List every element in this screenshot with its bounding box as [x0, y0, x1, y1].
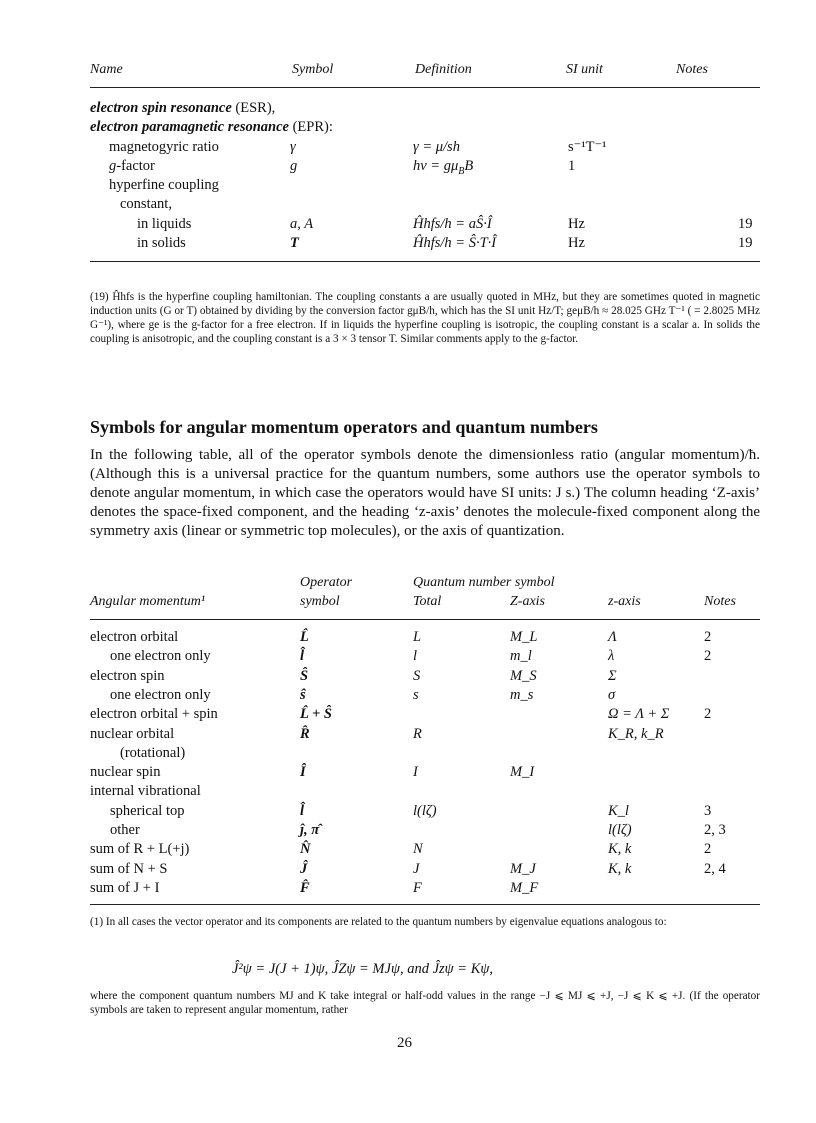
row-symbol: T — [290, 235, 299, 251]
table2-bottom-rule — [90, 904, 760, 905]
row-z-component: Ω = Λ + Σ — [608, 706, 670, 723]
row-total: R — [413, 725, 422, 742]
row-Z-component: M_S — [510, 667, 537, 684]
row-operator: Ŝ — [300, 667, 309, 684]
col-header-z-axis: z-axis — [608, 594, 641, 609]
row-Z-component: M_L — [510, 629, 538, 645]
row-operator: L̂ + Ŝ — [300, 706, 332, 723]
section-heading: Symbols for angular momentum operators and quantum numbers — [90, 417, 598, 437]
row-notes: 2 — [704, 841, 712, 858]
row-total: s — [413, 686, 419, 703]
footnote-19: (19) Ĥhfs is the hyperfine coupling hamiltonian. The coupling constants a are usually quoted in MHz, but they are sometimes quoted in magnetic induction units (G or T) obtained by dividing by the conversion factor gμB/h, which has the SI unit Hz/T; geμB/h ≈ 28.025 GHz T⁻¹ ( = 2.8025 MHz G⁻¹), where ge is the g-factor for a free electron. If in liquids the hyperfine coupling is isotropic, the coupling constant is a scalar a. In solids the coupling is anisotropic, and the coupling constant is a 3 × 3 tensor T. Similar comments apply to the g-factor. — [90, 291, 761, 345]
row-total: L — [413, 629, 422, 645]
row-Z-component: M_F — [510, 879, 539, 896]
row-unit: Hz — [568, 235, 585, 251]
row-z-component: l(lζ) — [608, 822, 632, 838]
row-name: sum of R + L(+j) — [90, 841, 190, 858]
col-header-si-unit: SI unit — [566, 62, 603, 77]
row-Z-component: m_l — [510, 648, 532, 665]
row-name: other — [110, 822, 140, 838]
row-notes: 2 — [704, 706, 712, 723]
row-definition: Ĥhfs/h = aŜ·Î — [413, 216, 492, 232]
row-symbol: g — [290, 158, 298, 174]
row-total: l — [413, 648, 418, 665]
row-notes: 3 — [704, 802, 712, 819]
footnote-1-equation: Ĵ²ψ = J(J + 1)ψ, ĴZψ = MJψ, and Ĵzψ = Kψ, — [232, 961, 493, 977]
row-z-component: K, k — [608, 860, 632, 877]
row-unit: Hz — [568, 216, 585, 232]
row-name: constant, — [120, 196, 172, 212]
row-notes: 2, 4 — [704, 860, 726, 877]
table1-bottom-rule — [90, 261, 760, 262]
row-name: sum of J + I — [90, 879, 160, 896]
row-z-component: K, k — [608, 841, 632, 858]
footnote-1-intro: (1) In all cases the vector operator and its components are related to the quantum numbers by eigenvalue equations analogous to: — [90, 916, 667, 928]
row-total: I — [413, 764, 418, 781]
row-name: electron orbital + spin — [90, 706, 218, 723]
col-header-angular-momentum: Angular momentum¹ — [90, 594, 206, 609]
col-header-definition: Definition — [415, 62, 472, 77]
row-z-component: Λ — [608, 629, 617, 645]
row-operator: Î — [300, 764, 306, 781]
col-header-symbol: Symbol — [292, 62, 334, 77]
row-z-component: K_l — [608, 802, 629, 819]
row-total: J — [413, 860, 420, 877]
row-name: magnetogyric ratio — [109, 139, 219, 155]
row-name: electron spin — [90, 667, 165, 684]
row-notes: 2 — [704, 629, 712, 645]
row-definition: γ = μ/sh — [413, 139, 460, 155]
row-name: (rotational) — [120, 744, 186, 761]
row-total: N — [413, 841, 423, 858]
col-header-total: Total — [413, 594, 442, 609]
row-name: internal vibrational — [90, 783, 201, 800]
col-header-notes: Notes — [704, 594, 736, 609]
row-notes: 2 — [704, 648, 712, 665]
table1-header-rule — [90, 87, 760, 88]
group-label-epr: electron paramagnetic resonance (EPR): — [90, 119, 333, 135]
row-name: electron orbital — [90, 629, 179, 645]
row-operator: l̂ — [300, 802, 305, 819]
row-operator: ŝ — [300, 686, 306, 703]
group-label-esr: electron spin resonance (ESR), — [90, 100, 276, 116]
row-Z-component: M_J — [510, 860, 536, 877]
col-header-operator: Operator — [300, 575, 353, 590]
row-name: one electron only — [110, 686, 211, 703]
row-name: in liquids — [137, 216, 192, 232]
row-Z-component: M_I — [510, 764, 535, 781]
row-z-component: σ — [608, 686, 616, 703]
row-unit: s⁻¹T⁻¹ — [568, 139, 607, 155]
section-paragraph: In the following table, all of the operator symbols denote the dimensionless ratio (angular momentum)/ħ. (Although this is a universal practice for the quantum numbers, some authors use the operator symbols to denote angular momentum, in which case the operators would have SI units: J s.) The column heading ‘Z-axis’ denotes the space-fixed component, and the heading ‘z-axis’ denotes the molecule-fixed component along the symmetry axis (linear or symmetric top molecules), or the axis of quantization. — [90, 447, 760, 539]
row-total: S — [413, 667, 421, 684]
row-operator: l̂ — [300, 648, 305, 665]
page-number: 26 — [397, 1035, 412, 1051]
row-operator: ĵ, π̂ — [300, 822, 320, 838]
col-header-Z-axis: Z-axis — [510, 594, 545, 609]
col-header-notes: Notes — [676, 62, 708, 77]
row-name: sum of N + S — [90, 860, 168, 877]
row-Z-component: m_s — [510, 686, 534, 703]
table2-header-rule — [90, 619, 760, 620]
footnote-1-tail: where the component quantum numbers MJ and K take integral or half-odd values in the range −J ⩽ MJ ⩽ +J, −J ⩽ K ⩽ +J. (If the operator symbols are taken to represent angular momentum, rather — [90, 990, 760, 1016]
row-total: l(lζ) — [413, 802, 437, 819]
row-name: in solids — [137, 235, 186, 251]
row-definition: Ĥhfs/h = Ŝ·T·Î — [413, 235, 497, 251]
col-header-quantum-number: Quantum number symbol — [413, 575, 555, 590]
row-definition: $h\nu = g\mu_BB$ — [413, 158, 474, 177]
row-symbol: a, A — [290, 216, 314, 232]
row-notes: 19 — [738, 216, 753, 232]
row-operator: F̂ — [300, 879, 310, 896]
col-header-operator-symbol: symbol — [300, 594, 340, 609]
row-operator: R̂ — [300, 725, 310, 742]
row-name: nuclear spin — [90, 764, 161, 781]
row-name: hyperfine coupling — [109, 177, 219, 193]
row-z-component: Σ — [608, 667, 617, 684]
row-notes: 2, 3 — [704, 822, 726, 838]
row-operator: L̂ — [300, 629, 309, 645]
col-header-name: Name — [90, 62, 123, 77]
row-name: spherical top — [110, 802, 185, 819]
row-name: nuclear orbital — [90, 725, 175, 742]
row-operator: N̂ — [300, 841, 311, 858]
row-name: one electron only — [110, 648, 211, 665]
row-notes: 19 — [738, 235, 753, 251]
row-z-component: λ — [608, 648, 615, 665]
row-name: g-factor — [109, 158, 155, 174]
row-z-component: K_R, k_R — [608, 725, 664, 742]
row-symbol: γ — [290, 139, 296, 155]
row-total: F — [413, 879, 422, 896]
row-unit: 1 — [568, 158, 576, 174]
row-operator: Ĵ — [300, 860, 308, 877]
